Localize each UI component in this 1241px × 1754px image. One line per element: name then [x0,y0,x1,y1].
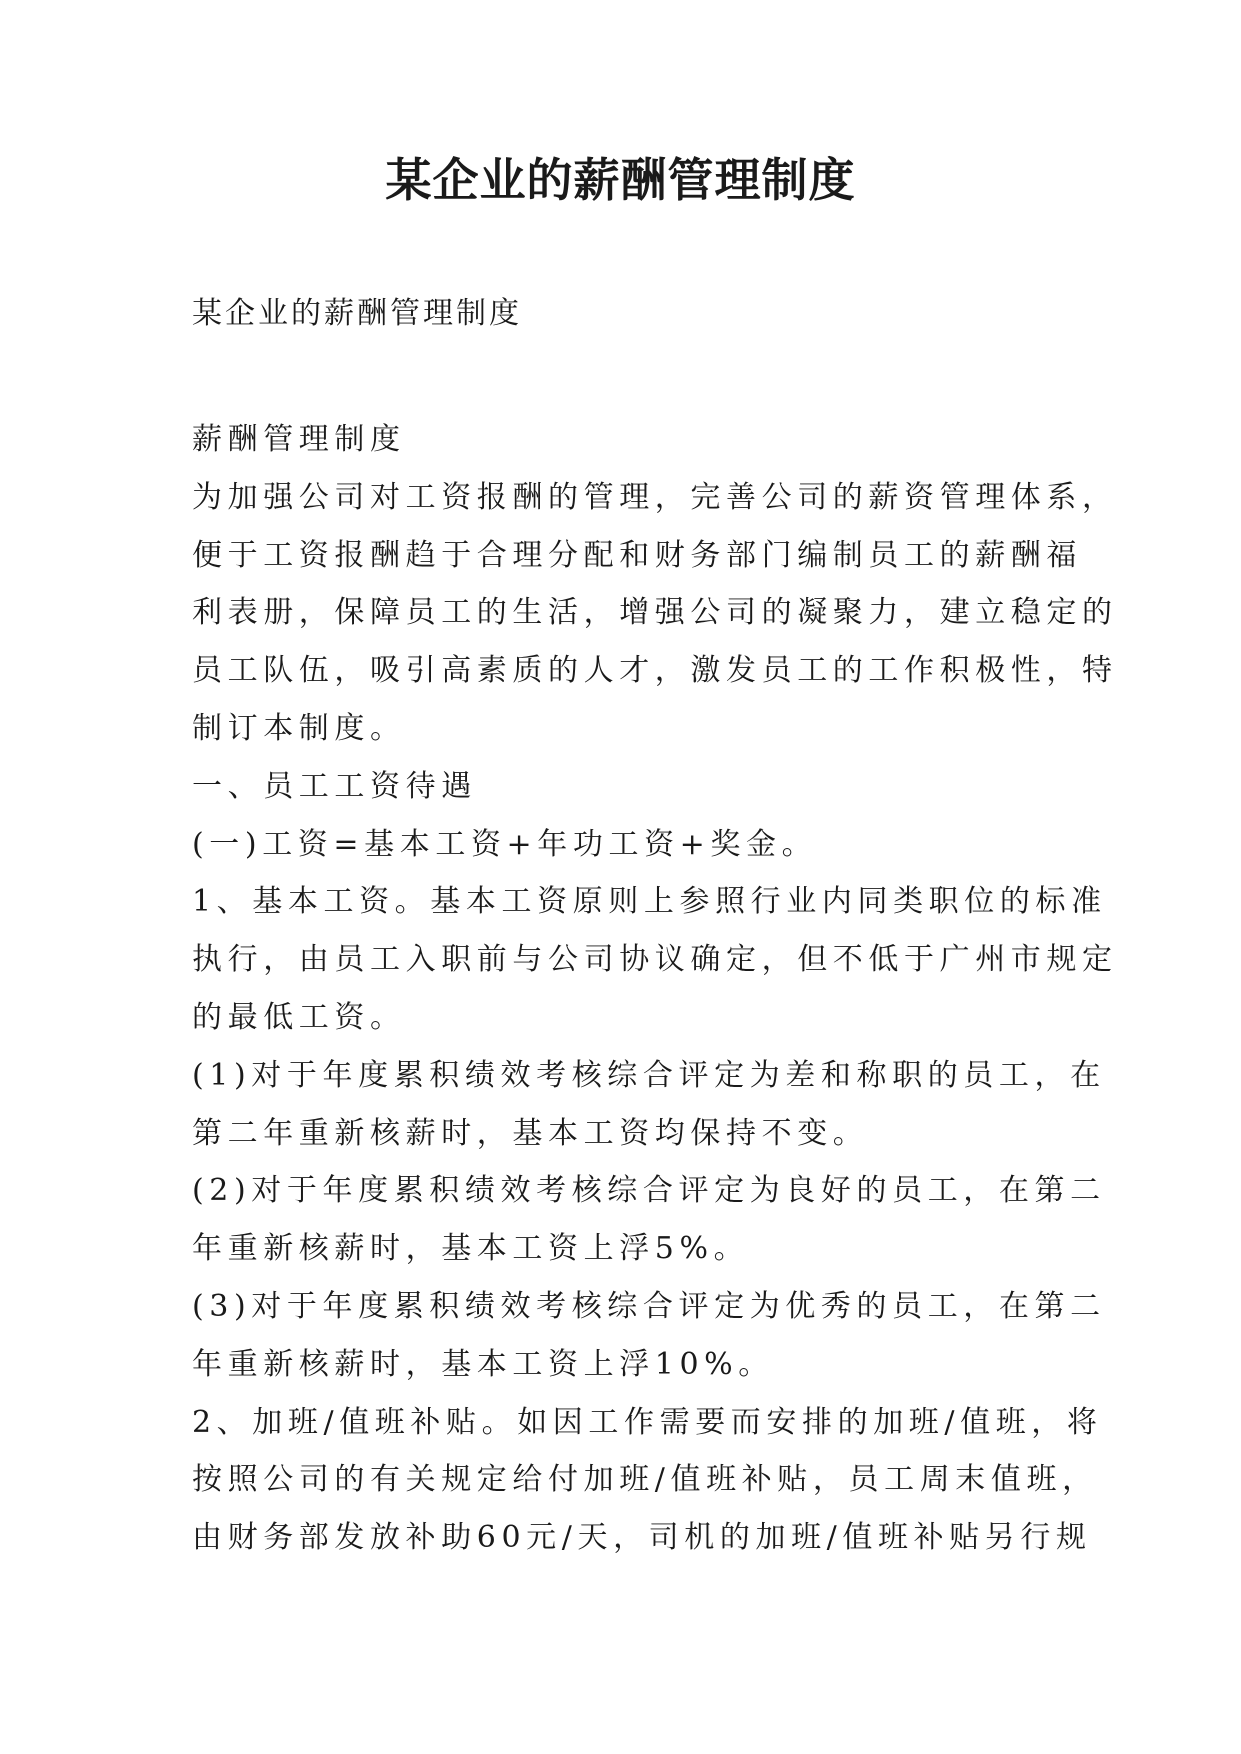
paragraph-line: (3)对于年度累积绩效考核综合评定为优秀的员工，在第二 [192,1288,1106,1324]
paragraph-line: 1、基本工资。基本工资原则上参照行业内同类职位的标准 [192,884,1107,920]
paragraph-line: 年重新核薪时，基本工资上浮10%。 [192,1346,774,1382]
paragraph-line: 制订本制度。 [192,710,406,746]
paragraph-line: 利表册，保障员工的生活，增强公司的凝聚力，建立稳定的 [192,595,1118,631]
section-heading: 薪酬管理制度 [192,422,406,457]
paragraph-line: (1)对于年度累积绩效考核综合评定为差和称职的员工，在 [192,1057,1106,1093]
paragraph-line: (2)对于年度累积绩效考核综合评定为良好的员工，在第二 [192,1173,1106,1209]
document-body [192,411,1118,1567]
paragraph-line: 第二年重新核薪时，基本工资均保持不变。 [192,1115,869,1151]
document-title: 某企业的薪酬管理制度 [385,153,856,207]
paragraph-line: 年重新核薪时，基本工资上浮5%。 [192,1231,750,1267]
paragraph-line: 员工队伍，吸引高素质的人才，激发员工的工作积极性，特 [192,653,1118,689]
paragraph-line: 按照公司的有关规定给付加班/值班补贴，员工周末值班， [192,1462,1098,1498]
paragraph-line: 执行，由员工入职前与公司协议确定，但不低于广州市规定 [192,942,1118,978]
section-heading: 一、员工工资待遇 [192,768,477,804]
paragraph-line: 2、加班/值班补贴。如因工作需要而安排的加班/值班，将 [192,1404,1103,1440]
document-subtitle: 某企业的薪酬管理制度 [192,296,522,331]
paragraph-line: 为加强公司对工资报酬的管理，完善公司的薪资管理体系， [192,479,1118,515]
paragraph-line: 的最低工资。 [192,999,406,1035]
paragraph-line: 由财务部发放补助60元/天，司机的加班/值班补贴另行规 [192,1520,1092,1556]
paragraph-line: 便于工资报酬趋于合理分配和财务部门编制员工的薪酬福 [192,537,1082,573]
paragraph-line: (一)工资=基本工资+年功工资+奖金。 [192,826,818,862]
